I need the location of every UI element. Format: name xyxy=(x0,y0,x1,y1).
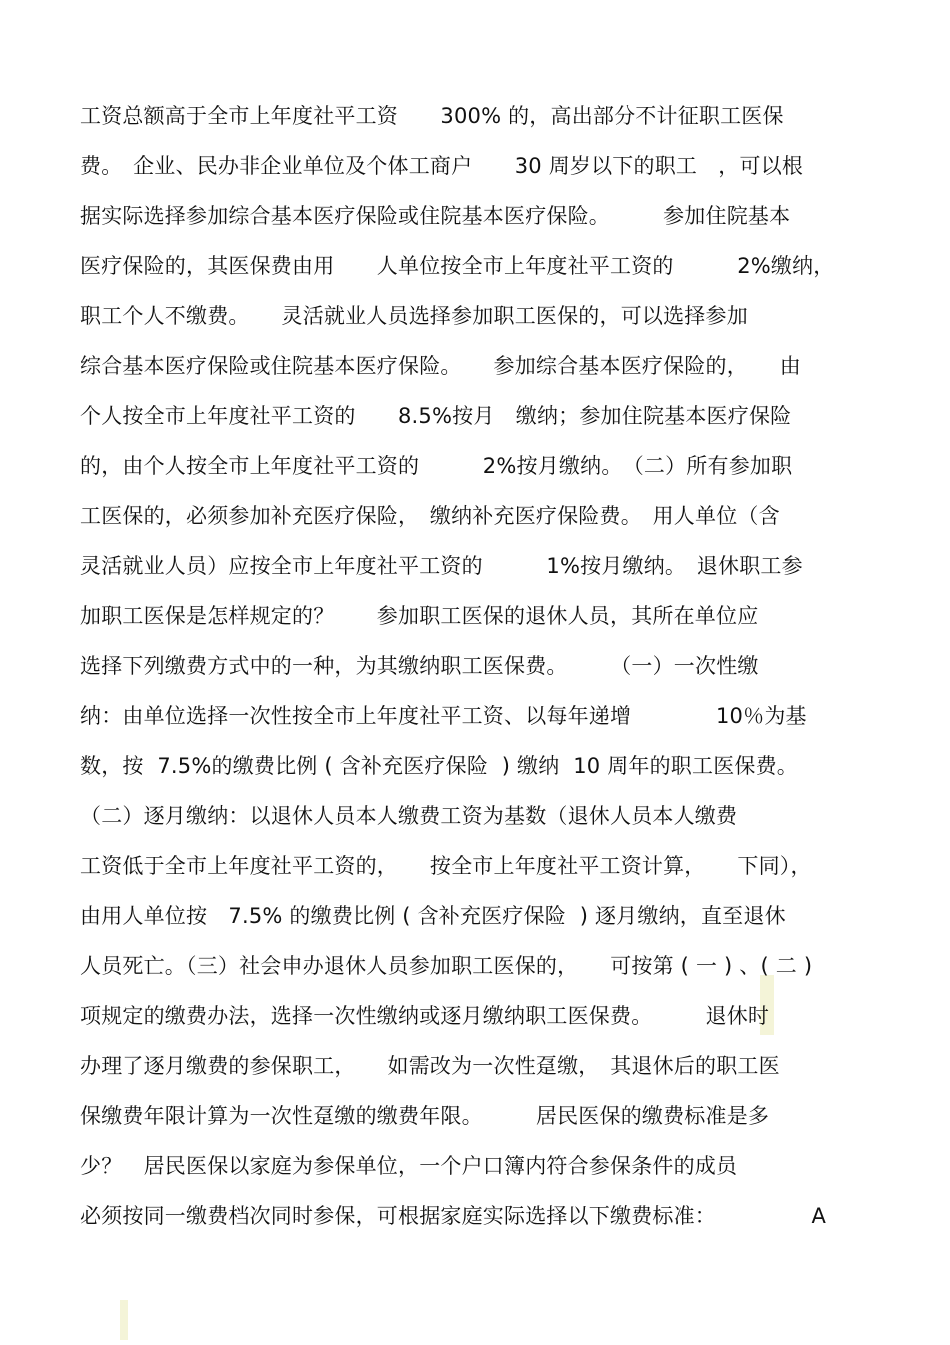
text-line-11: 加职工医保是怎样规定的？ 参加职工医保的退休人员，其所在单位应 xyxy=(80,604,759,628)
text-line-2: 费。 企业、民办非企业单位及个体工商户 30 周岁以下的职工 ，可以根 xyxy=(80,154,804,178)
text-line-13: 纳：由单位选择一次性按全市上年度社平工资、以每年递增 10％为基 xyxy=(80,704,807,728)
text-line-16: 工资低于全市上年度社平工资的， 按全市上年度社平工资计算， 下同）， xyxy=(80,854,812,878)
text-line-17: 由用人单位按 7.5% 的缴费比例 ( 含补充医疗保险 ) 逐月缴纳，直至退休 xyxy=(80,904,786,928)
scan-artifact xyxy=(120,1300,128,1340)
text-line-7: 个人按全市上年度社平工资的 8.5%按月 缴纳；参加住院基本医疗保险 xyxy=(80,404,792,428)
text-line-9: 工医保的，必须参加补充医疗保险， 缴纳补充医疗保险费。 用人单位（含 xyxy=(80,504,780,528)
text-line-8: 的，由个人按全市上年度社平工资的 2%按月缴纳。 （二）所有参加职 xyxy=(80,454,793,478)
text-line-19: 项规定的缴费办法，选择一次性缴纳或逐月缴纳职工医保费。 退休时 xyxy=(80,1004,770,1028)
text-line-10: 灵活就业人员）应按全市上年度社平工资的 1%按月缴纳。 退休职工参 xyxy=(80,554,803,578)
text-line-3: 据实际选择参加综合基本医疗保险或住院基本医疗保险。 参加住院基本 xyxy=(80,204,791,228)
text-line-23: 必须按同一缴费档次同时参保，可根据家庭实际选择以下缴费标准： A xyxy=(80,1204,827,1228)
text-line-5: 职工个人不缴费。 灵活就业人员选择参加职工医保的，可以选择参加 xyxy=(80,304,748,328)
text-line-21: 保缴费年限计算为一次性趸缴的缴费年限。 居民医保的缴费标准是多 xyxy=(80,1104,770,1128)
text-line-18: 人员死亡。（三）社会申办退休人员参加职工医保的， 可按第 ( 一 ) 、( 二 ) xyxy=(80,954,813,978)
text-line-6: 综合基本医疗保险或住院基本医疗保险。 参加综合基本医疗保险的， 由 xyxy=(80,354,801,378)
text-line-20: 办理了逐月缴费的参保职工， 如需改为一次性趸缴， 其退休后的职工医 xyxy=(80,1054,780,1078)
text-line-22: 少？ 居民医保以家庭为参保单位，一个户口簿内符合参保条件的成员 xyxy=(80,1154,738,1178)
text-line-12: 选择下列缴费方式中的一种，为其缴纳职工医保费。 （一）一次性缴 xyxy=(80,654,759,678)
text-line-1: 工资总额高于全市上年度社平工资 300% 的，高出部分不计征职工医保 xyxy=(80,104,784,128)
text-line-15: （二）逐月缴纳：以退休人员本人缴费工资为基数（退休人员本人缴费 xyxy=(80,804,738,828)
text-line-4: 医疗保险的，其医保费由用 人单位按全市上年度社平工资的 2%缴纳， xyxy=(80,254,835,278)
text-line-14: 数，按 7.5%的缴费比例 ( 含补充医疗保险 ) 缴纳 10 周年的职工医保费。 xyxy=(80,754,799,778)
